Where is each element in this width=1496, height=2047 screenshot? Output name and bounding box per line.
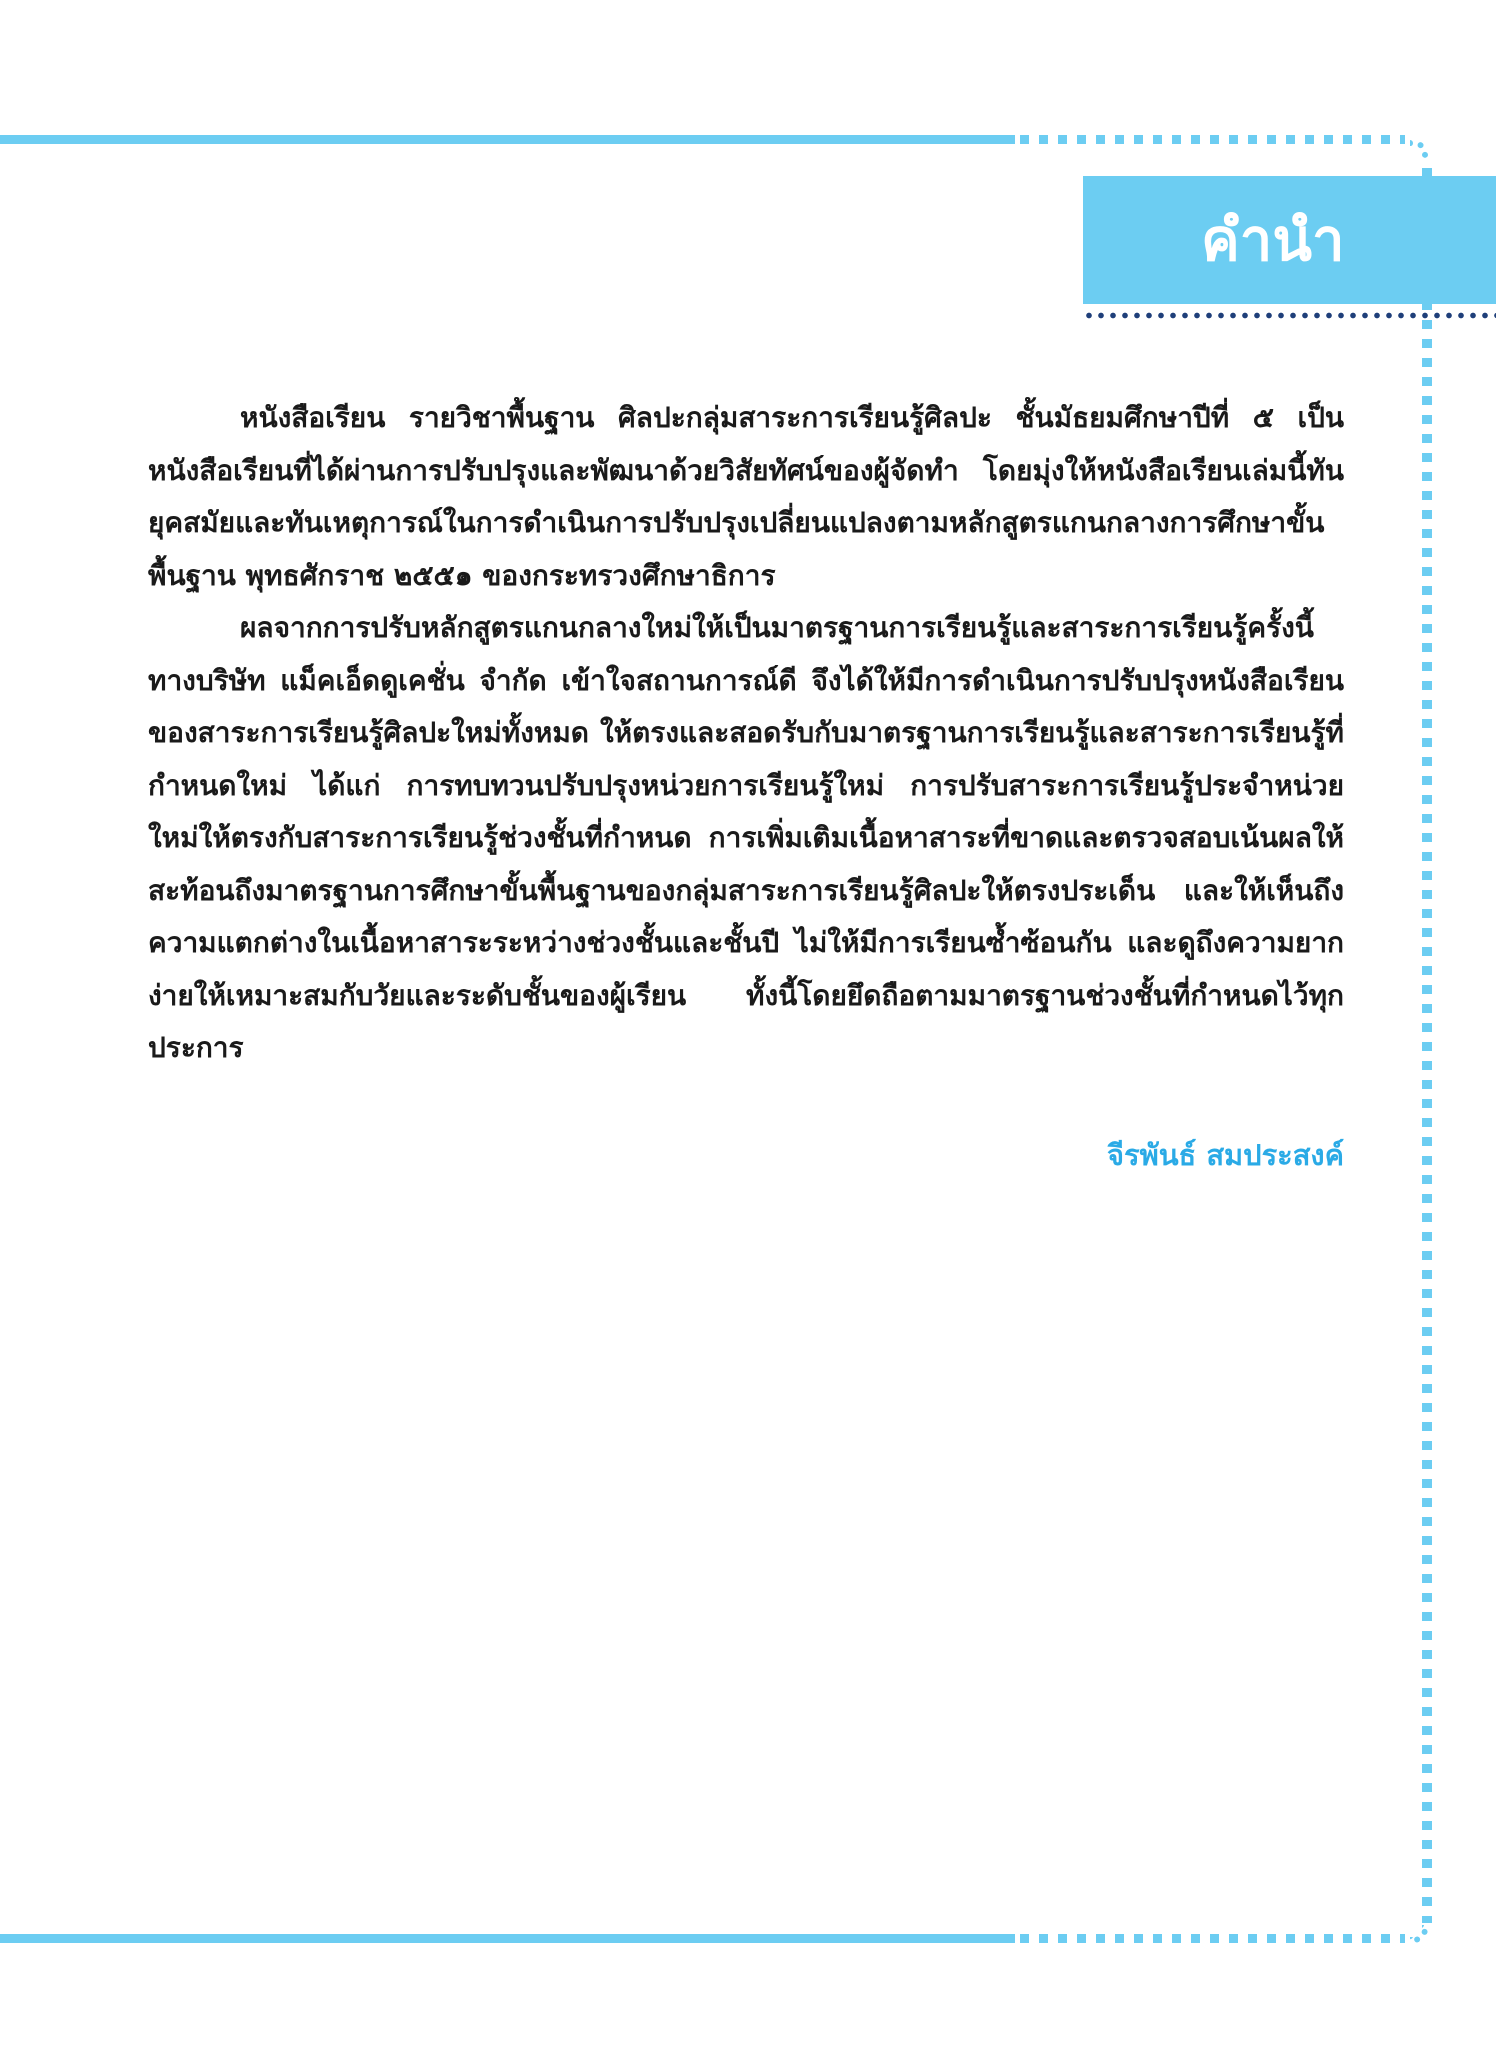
bottom-border-line xyxy=(0,1934,1015,1943)
title-dotted-underline xyxy=(1083,312,1496,319)
paragraph-1: หนังสือเรียน รายวิชาพื้นฐาน ศิลปะกลุ่มสาระการเรียนรู้ศิลปะ ชั้นมัธยมศึกษาปีที่ ๕ เป็นหนังสือเรียนที่ได้ผ่านการปรับปรุงและพัฒนาด้วยวิสัยทัศน์ของผู้จัดทำ โดยมุ่งให้หนังสือเรียนเล่มนี้ทันยุคสมัยและทันเหตุการณ์ในการดำเนินการปรับปรุงเปลี่ยนแปลงตามหลักสูตรแกนกลางการศึกษาขั้นพื้นฐาน พุทธศักราช ๒๕๕๑ ของกระทรวงศึกษาธิการ xyxy=(148,401,1344,592)
author-signature: จีรพันธ์ สมประสงค์ xyxy=(1107,1138,1344,1172)
right-border-dots xyxy=(1422,168,1432,1923)
top-right-corner xyxy=(1410,140,1428,158)
paragraph-2: ผลจากการปรับหลักสูตรแกนกลางใหม่ให้เป็นมาตรฐานการเรียนรู้และสาระการเรียนรู้ครั้งนี้ ทางบริษัท แม็คเอ็ดดูเคชั่น จำกัด เข้าใจสถานการณ์ดี จึงได้ให้มีการดำเนินการปรับปรุงหนังสือเรียนของสาระการเรียนรู้ศิลปะใหม่ทั้งหมด ให้ตรงและสอดรับกับมาตรฐานการเรียนรู้และสาระการเรียนรู้ที่กำหนดใหม่ ได้แก่ การทบทวนปรับปรุงหน่วยการเรียนรู้ใหม่ การปรับสาระการเรียนรู้ประจำหน่วยใหม่ให้ตรงกับสาระการเรียนรู้ช่วงชั้นที่กำหนด การเพิ่มเติมเนื้อหาสาระที่ขาดและตรวจสอบเน้นผลให้สะท้อนถึงมาตรฐานการศึกษาขั้นพื้นฐานของกลุ่มสาระการเรียนรู้ศิลปะให้ตรงประเด็น และให้เห็นถึงความแตกต่างในเนื้อหาสาระระหว่างช่วงชั้นและชั้นปี ไม่ให้มีการเรียนซ้ำซ้อนกัน และดูถึงความยากง่ายให้เหมาะสมกับวัยและระดับชั้นของผู้เรียน ทั้งนี้โดยยึดถือตามมาตรฐานช่วงชั้นที่กำหนดไว้ทุกประการ xyxy=(148,611,1344,1064)
top-border-dots xyxy=(1020,135,1405,144)
bottom-right-corner xyxy=(1410,1925,1428,1943)
bottom-border-dots xyxy=(1020,1934,1405,1943)
top-border-line xyxy=(0,135,1015,144)
title-banner xyxy=(1083,176,1496,304)
preface-body xyxy=(148,392,1344,1075)
page-title: คำนำ xyxy=(1201,206,1345,274)
